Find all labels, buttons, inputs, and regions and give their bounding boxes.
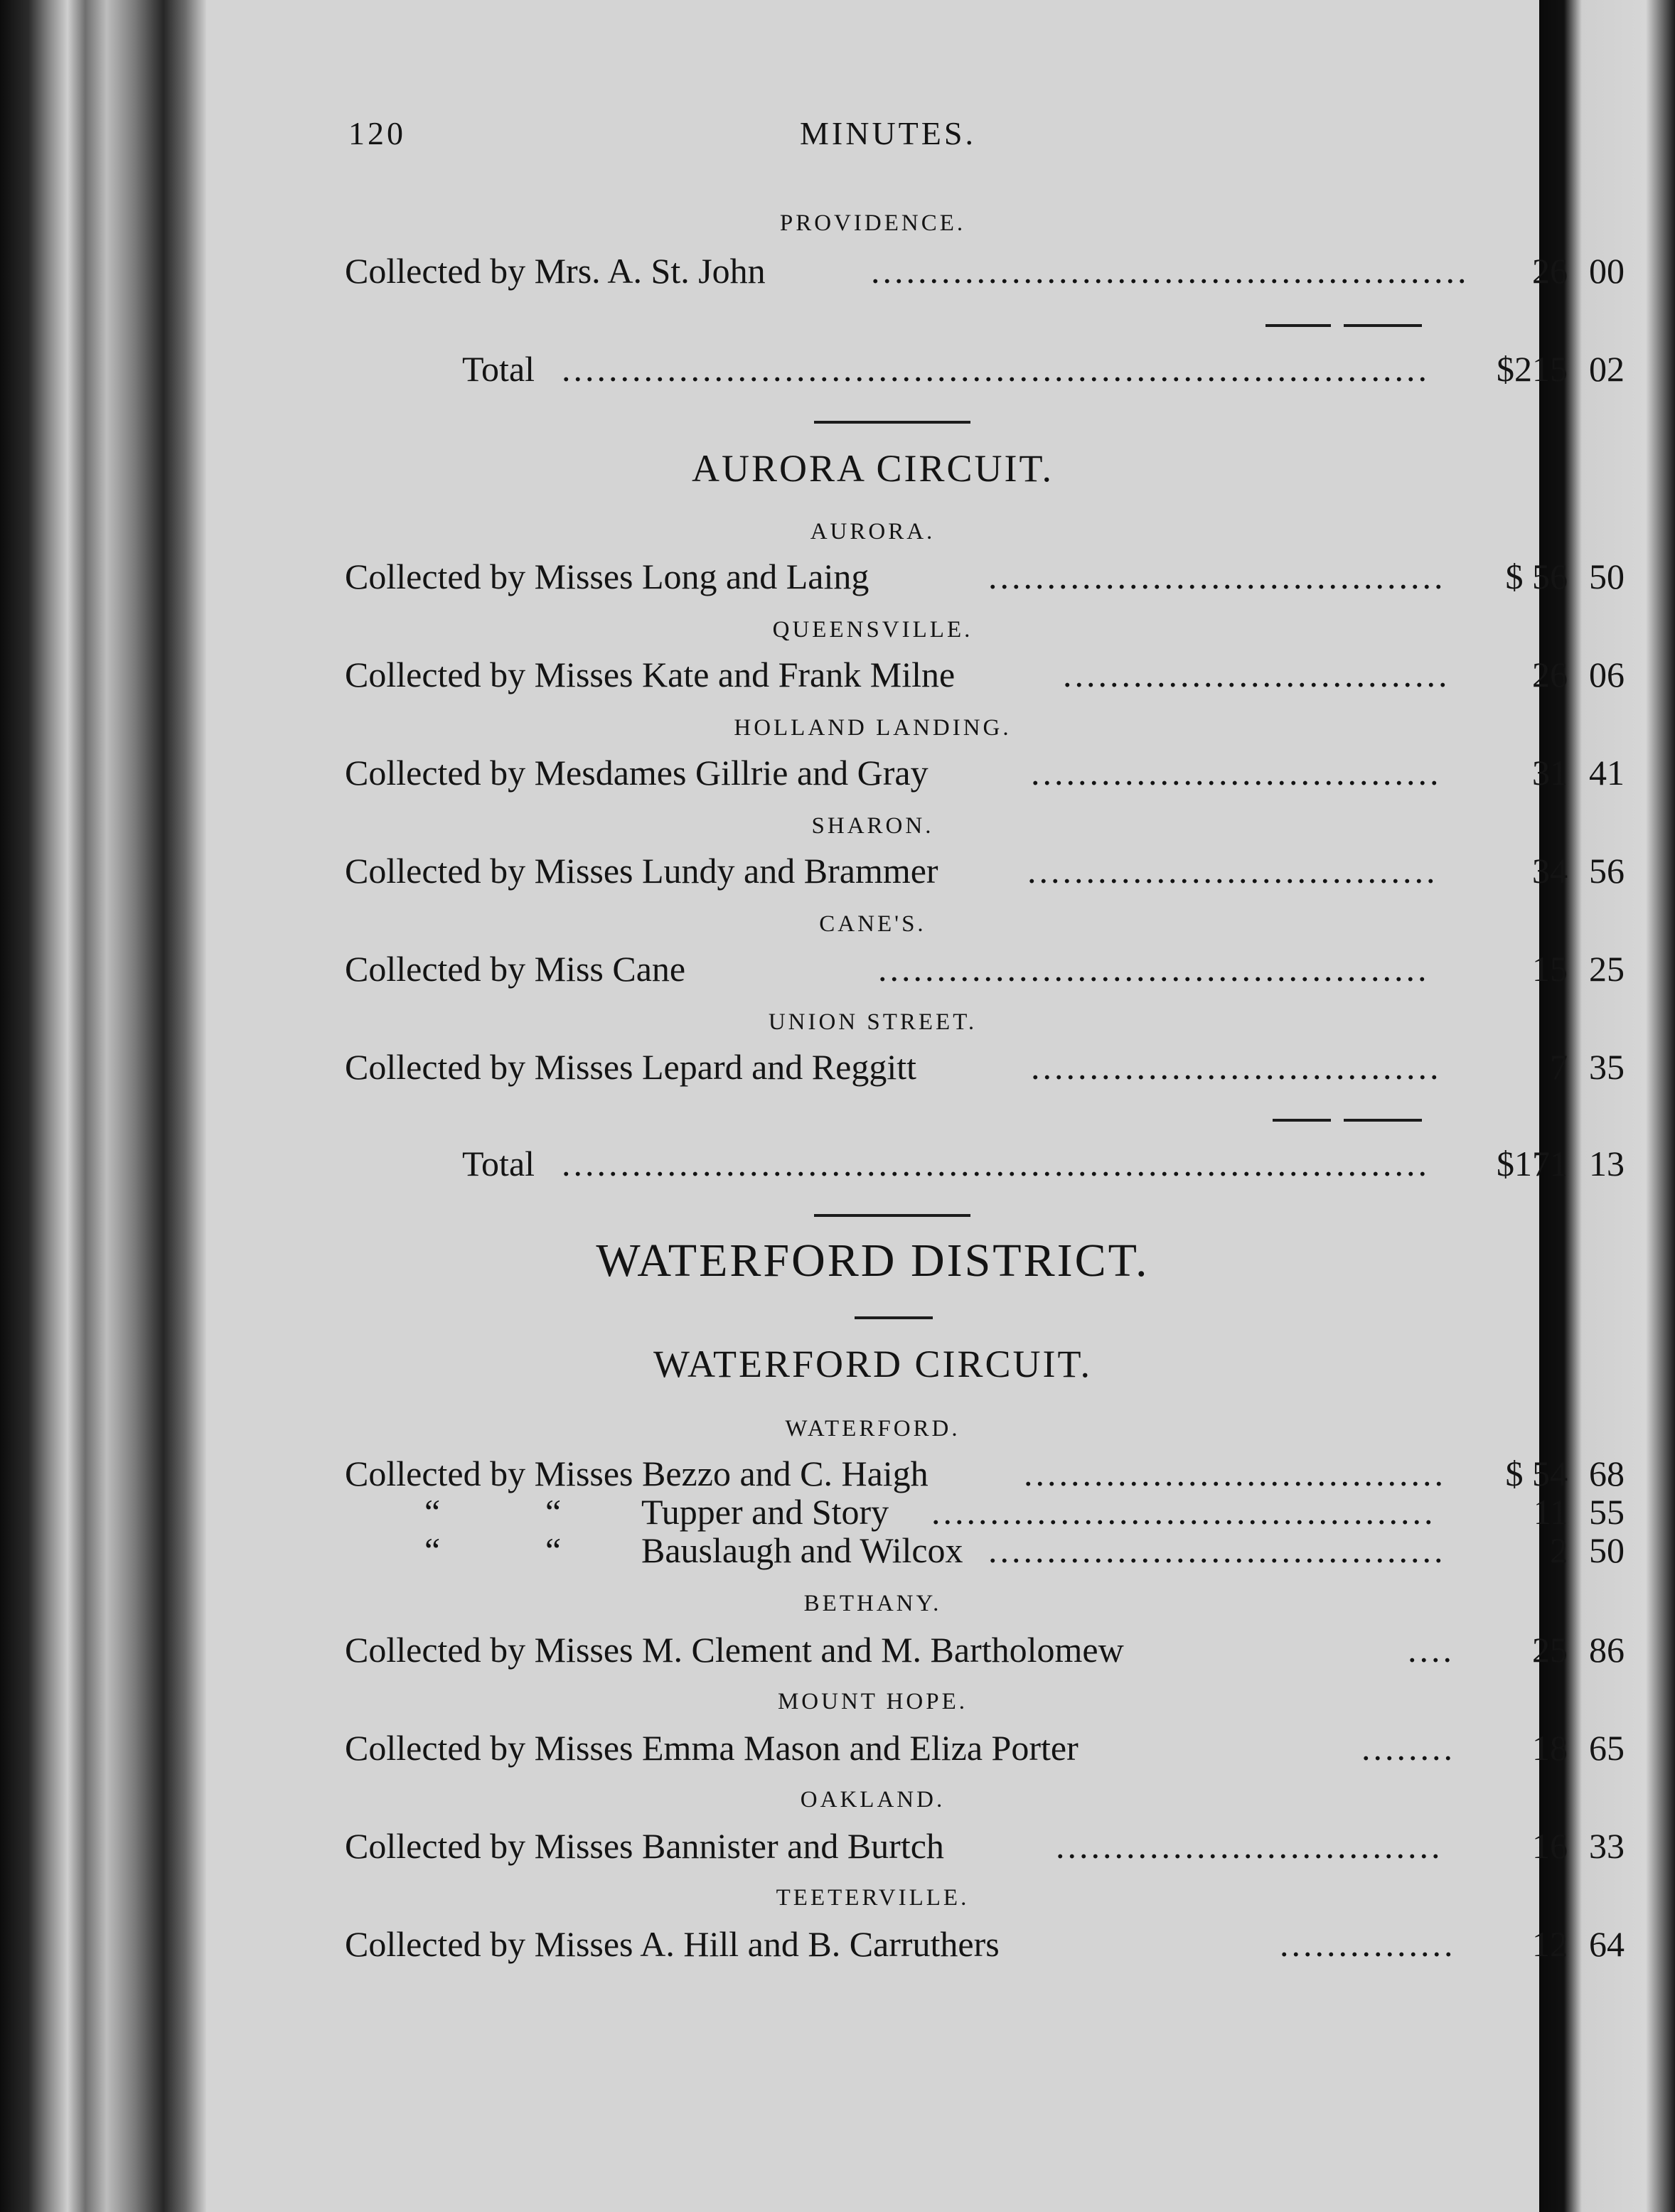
total-label: Total (462, 1144, 535, 1183)
place-heading: OAKLAND. (800, 1787, 946, 1813)
amount-dollars: 15 (1532, 949, 1568, 989)
sum-rule (1273, 1119, 1331, 1122)
dot-leader: ............... (1280, 1924, 1456, 1964)
amount-cents: 65 (1589, 1728, 1625, 1768)
amount-dollars: 26 (1532, 251, 1568, 291)
place-heading: QUEENSVILLE. (772, 617, 973, 643)
amount-cents: 68 (1589, 1454, 1625, 1493)
dot-leader: ............................................... (878, 949, 1430, 989)
dot-leader: ................................... (1031, 753, 1442, 793)
entry-text: Collected by Misses Bannister and Burtch (345, 1826, 944, 1866)
circuit-heading-waterford: WATERFORD CIRCUIT. (653, 1343, 1093, 1385)
place-heading: WATERFORD. (785, 1416, 960, 1441)
ditto-mark: “ (545, 1492, 562, 1532)
sum-rule (1344, 1119, 1422, 1122)
entry-text: Bauslaugh and Wilcox (641, 1530, 963, 1570)
dot-leader: ....................................... (988, 557, 1446, 596)
amount-cents: 56 (1589, 851, 1625, 891)
entry-text: Tupper and Story (641, 1492, 889, 1532)
entry-holland-landing (345, 751, 1628, 795)
amount-cents: 50 (1589, 557, 1625, 596)
entry-text: Collected by Misses Bezzo and C. Haigh (345, 1454, 929, 1493)
running-title: MINUTES. (800, 115, 976, 151)
entry-text: Collected by Misses Emma Mason and Eliza Porter (345, 1728, 1079, 1768)
amount-dollars: 12 (1532, 1924, 1568, 1964)
sum-rule (1265, 324, 1331, 327)
place-heading-providence: PROVIDENCE. (779, 210, 966, 236)
dot-leader: ................................. (1056, 1826, 1443, 1866)
amount-cents: 25 (1589, 949, 1625, 989)
total-cents: 13 (1589, 1144, 1625, 1183)
dot-leader: ................................... (1031, 1047, 1442, 1087)
entry-providence (345, 249, 1628, 293)
amount-dollars: 26 (1532, 655, 1568, 694)
dot-leader: .......................................................................... (562, 1144, 1430, 1183)
entry-text: Collected by Misses A. Hill and B. Carruthers (345, 1924, 1000, 1964)
total-cents: 02 (1589, 349, 1625, 389)
entry-text: Collected by Misses Lundy and Brammer (345, 851, 938, 891)
place-heading: CANE'S. (819, 911, 926, 937)
entry-text: Collected by Misses Kate and Frank Milne (345, 655, 956, 694)
section-divider (855, 1316, 933, 1319)
total-label: Total (462, 349, 535, 389)
dot-leader: .......................................................................... (562, 349, 1430, 389)
entry-text: Collected by Misses Lepard and Reggitt (345, 1047, 917, 1087)
amount-dollars: $ 54 (1505, 1454, 1568, 1493)
entry-aurora (345, 554, 1628, 598)
entry-text: Collected by Mrs. A. St. John (345, 251, 766, 291)
ditto-mark: “ (424, 1530, 441, 1570)
amount-dollars: 11 (1533, 1492, 1568, 1532)
section-divider (814, 421, 970, 424)
entry-bethany (345, 1628, 1628, 1672)
amount-dollars: 25 (1532, 1630, 1568, 1670)
dot-leader: ................................................... (871, 251, 1470, 291)
entry-sharon (345, 849, 1628, 893)
entry-mount-hope (345, 1726, 1628, 1770)
entry-text: Collected by Misses Long and Laing (345, 557, 869, 596)
amount-cents: 50 (1589, 1530, 1625, 1570)
entry-queensville (345, 653, 1628, 697)
amount-dollars: 34 (1532, 851, 1568, 891)
amount-cents: 06 (1589, 655, 1625, 694)
entry-canes (345, 947, 1628, 991)
book-spine-edge (0, 0, 206, 2212)
circuit-heading-aurora: AURORA CIRCUIT. (691, 447, 1054, 490)
place-heading: TEETERVILLE. (776, 1885, 970, 1911)
place-heading: AURORA. (810, 519, 936, 544)
place-heading: UNION STREET. (768, 1009, 978, 1035)
entry-union-street (345, 1045, 1628, 1089)
amount-cents: 35 (1589, 1047, 1625, 1087)
amount-dollars: 2 (1550, 1530, 1568, 1570)
entry-teeterville (345, 1922, 1628, 1966)
entry-oakland (345, 1824, 1628, 1868)
ditto-mark: “ (424, 1492, 441, 1532)
page (206, 0, 1625, 2212)
dot-leader: .................................... (1024, 1454, 1446, 1493)
dot-leader: ....................................... (988, 1530, 1446, 1570)
total-dollars: $215 (1497, 349, 1568, 389)
ditto-mark: “ (545, 1530, 562, 1570)
entry-text: Collected by Mesdames Gillrie and Gray (345, 753, 929, 793)
amount-dollars: 16 (1532, 1826, 1568, 1866)
scan-right-edge (1539, 0, 1675, 2212)
dot-leader: ........................................... (931, 1492, 1436, 1532)
place-heading: SHARON. (811, 813, 934, 839)
district-heading: WATERFORD DISTRICT. (596, 1235, 1150, 1287)
amount-dollars: 31 (1532, 753, 1568, 793)
place-heading: BETHANY. (803, 1591, 942, 1616)
dot-leader: ........ (1361, 1728, 1455, 1768)
amount-cents: 33 (1589, 1826, 1625, 1866)
amount-dollars: 18 (1532, 1728, 1568, 1768)
place-heading: MOUNT HOPE. (777, 1689, 968, 1714)
entry-waterford-1 (345, 1451, 1628, 1496)
dot-leader: .... (1408, 1630, 1455, 1670)
dot-leader: ................................... (1027, 851, 1438, 891)
amount-cents: 41 (1589, 753, 1625, 793)
place-heading: HOLLAND LANDING. (734, 715, 1012, 741)
entry-text: Collected by Miss Cane (345, 949, 686, 989)
sum-rule (1344, 324, 1422, 327)
amount-cents: 55 (1589, 1492, 1625, 1532)
amount-cents: 00 (1589, 251, 1625, 291)
amount-cents: 64 (1589, 1924, 1625, 1964)
entry-text: Collected by Misses M. Clement and M. Bartholomew (345, 1630, 1124, 1670)
amount-dollars: 7 (1550, 1047, 1568, 1087)
dot-leader: ................................. (1063, 655, 1450, 694)
section-divider (814, 1214, 970, 1217)
total-dollars: $171 (1497, 1144, 1568, 1183)
amount-dollars: $ 56 (1505, 557, 1568, 596)
page-number: 120 (348, 115, 406, 151)
amount-cents: 86 (1589, 1630, 1625, 1670)
